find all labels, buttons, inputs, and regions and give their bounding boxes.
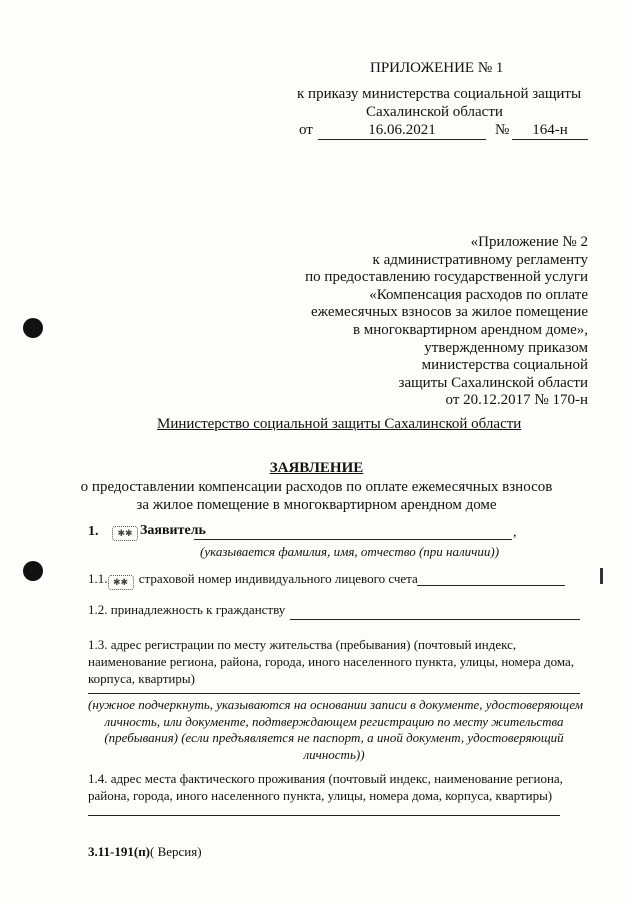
quote-line: «Компенсация расходов по оплате — [369, 286, 588, 303]
field-1-2-label: 1.2. принадлежность к гражданству — [88, 602, 286, 617]
field-1-3-hint-line: личность)) — [303, 746, 365, 762]
actual-address-input[interactable] — [88, 815, 560, 816]
field-1-1-row — [88, 571, 418, 590]
appendix-region: Сахалинской области — [366, 104, 503, 120]
field-1-3-hint-line: (пребывания) (если предъявляется не паспорт, а иной документ, удостоверяющий — [104, 730, 564, 745]
field-1-3-label-line: корпуса, квартиры) — [88, 671, 195, 686]
field-1-number: 1. — [88, 524, 99, 539]
ministry-name: Министерство социальной защиты Сахалинской области — [157, 416, 522, 432]
quote-line: ежемесячных взносов за жилое помещение — [311, 304, 588, 321]
quote-line: к административному регламенту — [372, 251, 588, 268]
field-1-4-label-line: 1.4. адрес места фактического проживания (почтовый индекс, наименование региона, — [88, 771, 563, 786]
quote-line: в многоквартирном арендном доме», — [352, 321, 588, 338]
order-number: 164-н — [532, 122, 568, 138]
punch-hole-top — [23, 318, 43, 338]
field-1-label: Заявитель — [140, 523, 206, 538]
form-code — [88, 844, 202, 860]
application-subtitle-2: за жилое помещение в многоквартирном арендном доме — [136, 497, 497, 513]
quote-line: от 20.12.2017 № 170-н — [445, 392, 588, 409]
field-1-4-label — [88, 770, 563, 804]
field-1-3-hint — [88, 697, 584, 763]
field-1-hint: (указывается фамилия, имя, отчество (при наличии)) — [200, 544, 500, 559]
registration-address-input[interactable] — [88, 693, 580, 694]
field-1-1-label: страховой номер индивидуального лицевого счета — [138, 571, 418, 586]
field-1-3-label — [88, 636, 574, 687]
applicant-input[interactable] — [194, 539, 512, 540]
appendix-to-order: к приказу министерства социальной защиты — [297, 86, 582, 102]
quote-block — [268, 234, 588, 410]
application-subtitle-1: о предоставлении компенсации расходов по оплате ежемесячных взносов — [80, 479, 553, 495]
order-from-label: от — [299, 122, 313, 138]
field-1-3-hint-line: (нужное подчеркнуть, указываются на основании записи в документе, удостоверяющем — [88, 697, 584, 712]
application-title: ЗАЯВЛЕНИЕ — [269, 460, 364, 476]
field-1-4-label-line: района, города, иного населенного пункта, улицы, номера дома, корпуса, квартиры) — [88, 788, 553, 803]
order-date: 16.06.2021 — [368, 122, 436, 138]
quote-line: «Приложение № 2 — [470, 234, 588, 250]
form-code-version: ( Версия) — [150, 844, 202, 859]
field-1-3-label-line: 1.3. адрес регистрации по месту жительства (пребывания) (почтовый индекс, — [88, 637, 517, 652]
appendix-title: ПРИЛОЖЕНИЕ № 1 — [370, 60, 504, 76]
form-code-number: 3.11-191(п) — [88, 844, 151, 859]
field-1-3-label-line: наименование региона, района, города, иного населенного пункта, улицы, номера дома, — [88, 654, 575, 669]
field-1-label-wrap — [112, 523, 206, 541]
field-1-comma: , — [513, 525, 517, 540]
stamp-mark-icon: ✱✱ — [108, 575, 134, 590]
order-number-underline — [512, 139, 588, 140]
field-1-1-number: 1.1. — [88, 571, 108, 586]
quote-line: утвержденному приказом — [424, 339, 588, 356]
order-date-underline — [318, 139, 486, 140]
order-number-label: № — [495, 122, 510, 138]
punch-hole-bottom — [23, 561, 43, 581]
edge-mark — [600, 568, 603, 584]
field-1-3-hint-line: личность, или документе, подтверждающем регистрацию по месту жительства — [104, 713, 564, 729]
stamp-mark-icon: ✱✱ — [112, 526, 138, 541]
quote-line: защиты Сахалинской области — [398, 374, 588, 391]
citizenship-input[interactable] — [290, 619, 580, 620]
quote-line: министерства социальной — [421, 357, 588, 374]
snils-input[interactable] — [417, 585, 565, 586]
quote-line: по предоставлению государственной услуги — [305, 269, 588, 286]
